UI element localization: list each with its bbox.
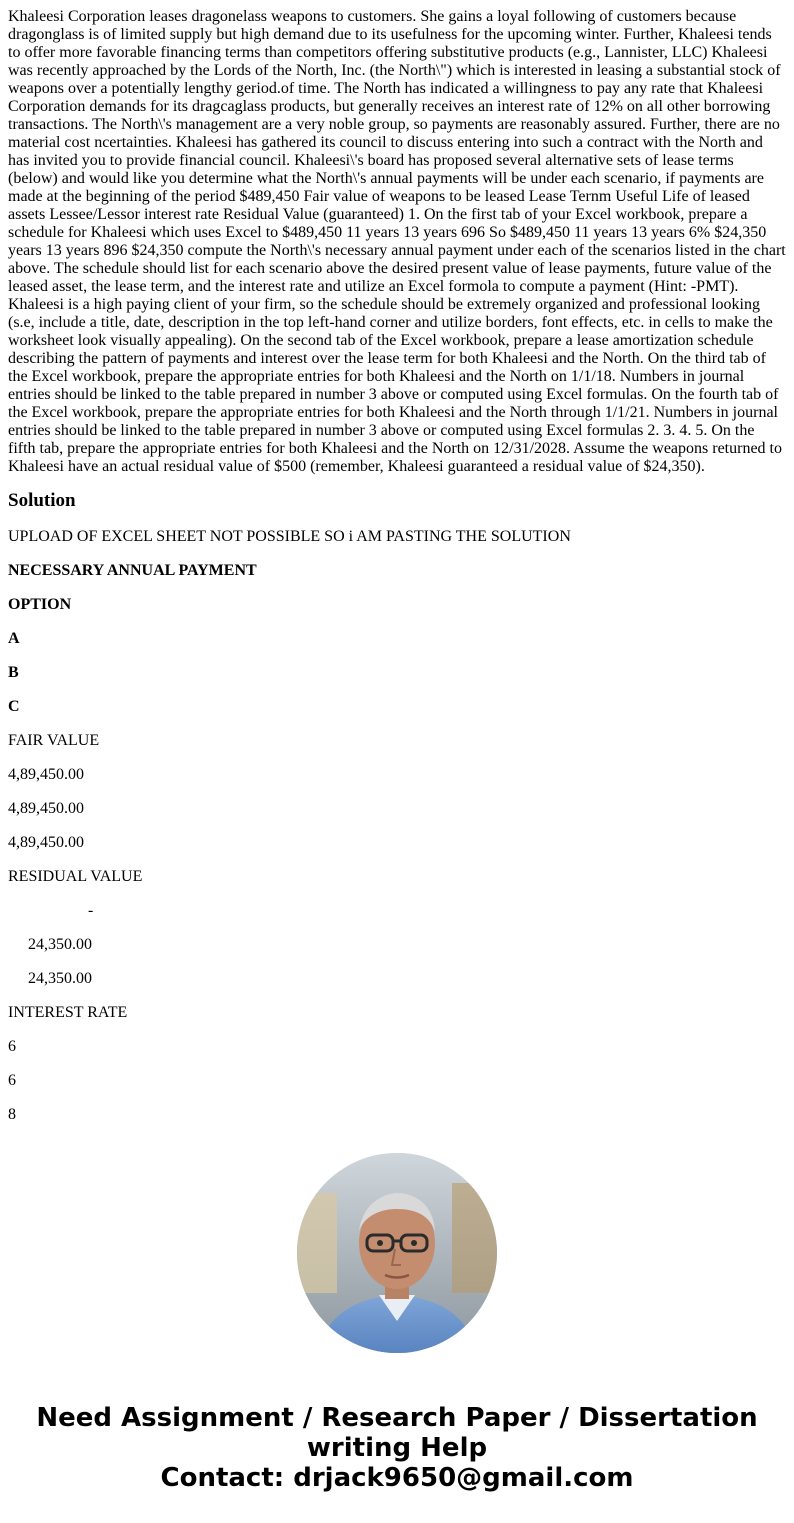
fair-value-label: FAIR VALUE [8, 732, 100, 749]
table-title: NECESSARY ANNUAL PAYMENT [8, 562, 257, 579]
promo-contact: Contact: drjack9650@gmail.com [160, 1463, 634, 1493]
author-portrait [297, 1153, 497, 1353]
option-a: A [8, 630, 20, 647]
question-text: Khaleesi Corporation leases dragonelass weapons to customers. She gains a loyal following of customers because dragonglass is of limited supply but high demand due to its usefulness for the upcoming winter. Further, Khaleesi tends to offer more favorable financing terms than competitors offering substitutive products (e.g., Lannister, LLC) Khaleesi was recently approached by the Lords of the North, Inc. (the North\") which is interested in leasing a substantial stock of weapons over a potentially lengthy geriod.of time. The North has indicated a willingness to pay any rate that Khaleesi Corporation demands for its dragcaglass products, but generally receives an interest rate of 12% on all other borrowing transactions. The North\'s management are a very noble group, so payments are reasonably assured. Further, there are no material cost ncertainties. Khaleesi has gathered its council to discuss entering into such a contract with the North and has invited you to provide financial council. Khaleesi\'s board has proposed several alternative sets of lease terms (below) and would like you determine what the North\'s annual payments will be under each scenario, if payments are made at the beginning of the period $489,450 Fair value of weapons to be leased Lease Ternm Useful Life of leased assets Lessee/Lessor interest rate Residual Value (guaranteed) 1. On the first tab of your Excel workbook, prepare a schedule for Khaleesi which uses Excel to $489,450 11 years 13 years 696 So $489,450 11 years 13 years 6% $24,350 years 13 years 896 $24,350 compute the North\'s necessary annual payment under each of the scenarios listed in the chart above. The schedule should list for each scenario above the desired present value of lease payments, future value of the leased asset, the lease term, and the interest rate and utilize an Excel formola to compute a payment (Hint: -PMT). Khaleesi is a high paying client of your firm, so the schedule should be extremely organized and professional looking (s.e, include a title, date, description in the top left-hand corner and utilize borders, font effects, etc. in cells to make the worksheet look visually appealing). On the second tab of the Excel workbook, prepare a lease amortization schedule describing the pattern of payments and interest over the lease term for both Khaleesi and the North. On the third tab of the Excel workbook, prepare the appropriate entries for both Khaleesi and the North on 1/1/18. Numbers in journal entries should be linked to the table prepared in number 3 above or computed using Excel formulas. On the fourth tab of the Excel workbook, prepare the appropriate entries for both Khaleesi and the North through 1/1/21. Numbers in journal entries should be linked to the table prepared in number 3 above or computed using Excel formulas 2. 3. 4. 5. On the fifth tab, prepare the appropriate entries for both Khaleesi and the North on 12/31/2028. Assume the weapons returned to Khaleesi have an actual residual value of $500 (remember, Khaleesi guaranteed a residual value of $24,350). [8, 8, 786, 475]
residual-value-a: - [88, 902, 94, 919]
promo-line-1: Need Assignment / Research Paper / Dissertation [36, 1403, 758, 1433]
residual-value-label: RESIDUAL VALUE [8, 868, 143, 885]
interest-rate-b: 6 [8, 1072, 16, 1089]
solution-intro: UPLOAD OF EXCEL SHEET NOT POSSIBLE SO i AM PASTING THE SOLUTION [8, 528, 571, 545]
residual-value-b: 24,350.00 [28, 936, 92, 953]
residual-value-c: 24,350.00 [28, 970, 92, 987]
option-label: OPTION [8, 596, 72, 613]
interest-rate-c: 8 [8, 1106, 16, 1122]
fair-value-b: 4,89,450.00 [8, 800, 84, 817]
promo-banner [0, 1403, 794, 1493]
solution-heading: Solution [8, 490, 76, 511]
fair-value-a: 4,89,450.00 [8, 766, 84, 783]
interest-rate-a: 6 [8, 1038, 16, 1055]
option-b: B [8, 664, 19, 681]
interest-rate-label: INTEREST RATE [8, 1004, 128, 1021]
promo-line-2: writing Help [306, 1433, 488, 1463]
author-avatar [297, 1153, 497, 1353]
option-c: C [8, 698, 20, 715]
document-content [8, 8, 786, 1122]
fair-value-c: 4,89,450.00 [8, 834, 84, 851]
